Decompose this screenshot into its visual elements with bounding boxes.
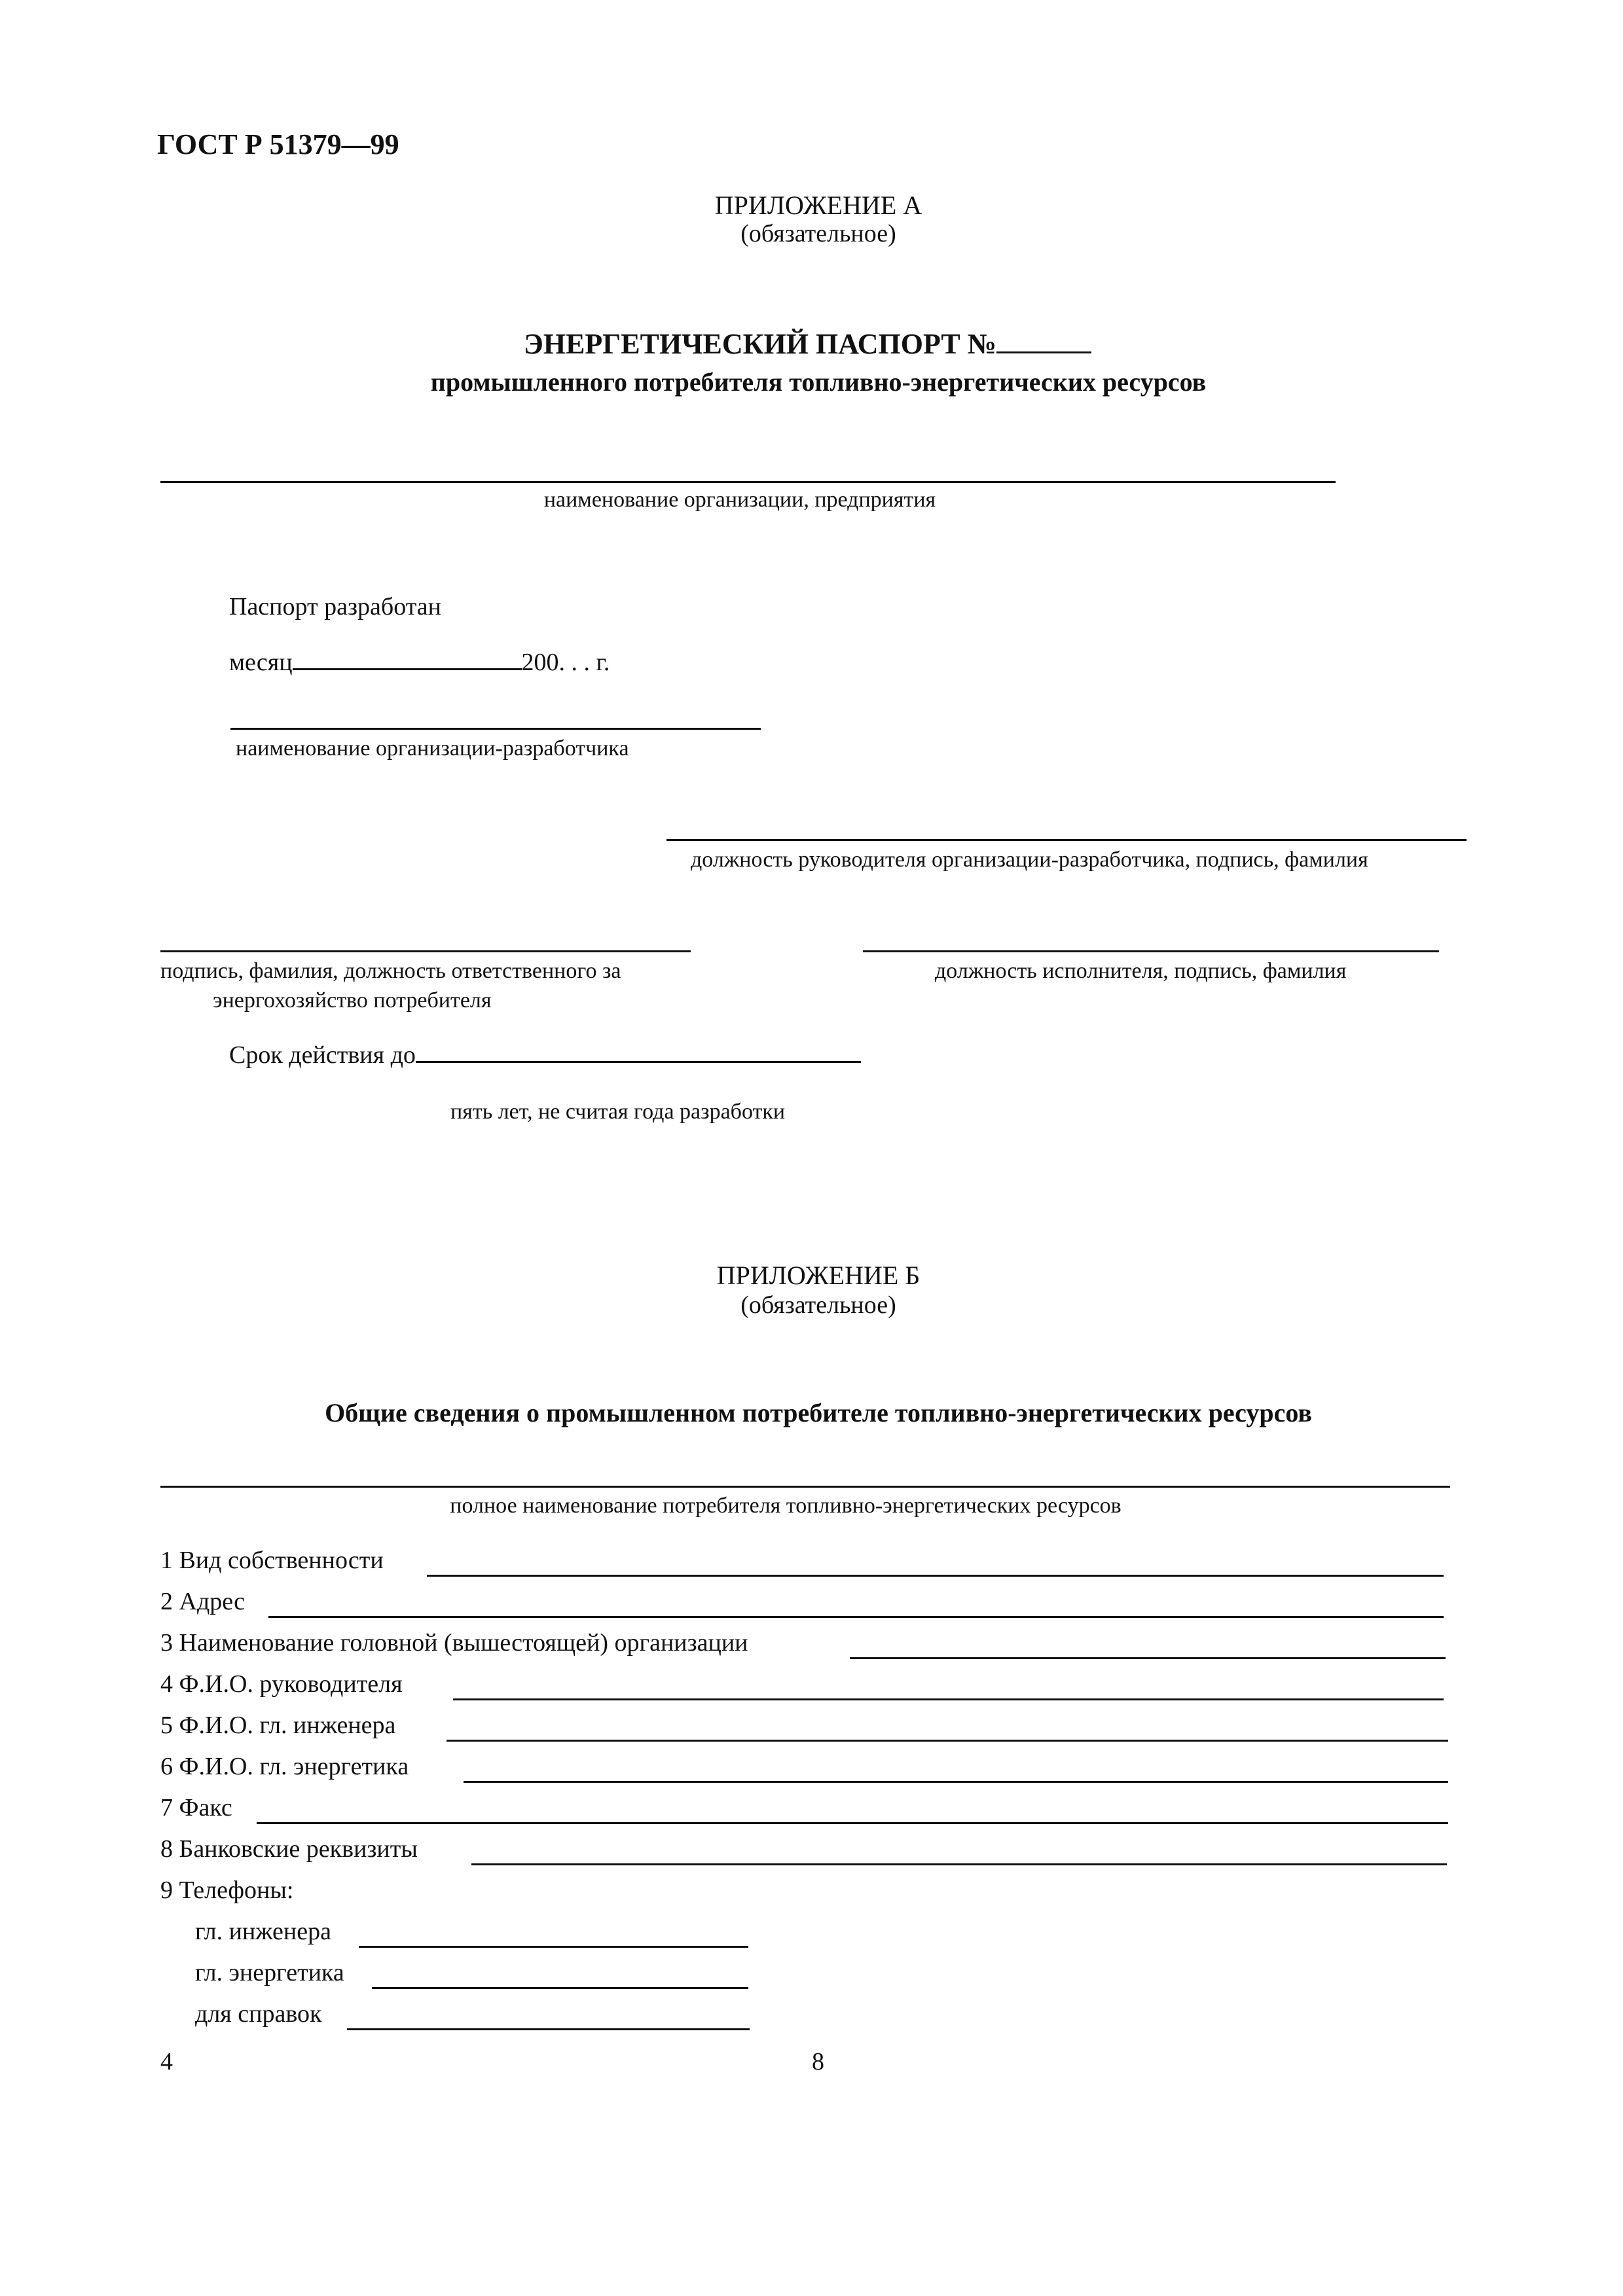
phone-chief-power-engineer-label: гл. энергетика — [195, 1959, 344, 1986]
annex-b-title: ПРИЛОЖЕНИЕ Б — [716, 1261, 921, 1290]
director-name-field[interactable] — [453, 1698, 1444, 1700]
page-number-center: 8 — [812, 2048, 824, 2075]
phone-inquiries-field[interactable] — [347, 2028, 750, 2030]
responsible-signature-field[interactable] — [160, 950, 691, 952]
phone-chief-engineer-label: гл. инженера — [195, 1918, 331, 1945]
developer-caption: наименование организации-разработчика — [236, 736, 629, 761]
executor-signature-field[interactable] — [863, 950, 1439, 952]
responsible-caption-line2: энергохозяйство потребителя — [213, 988, 492, 1013]
head-caption: должность руководителя организации-разработчика, подпись, фамилия — [691, 848, 1368, 872]
validity-row: Срок действия до — [229, 1041, 861, 1069]
list-item: 4 Ф.И.О. руководителя — [160, 1670, 403, 1698]
list-item: 7 Факс — [160, 1794, 232, 1821]
document-code: ГОСТ Р 51379—99 — [157, 128, 399, 160]
consumer-caption: полное наименование потребителя топливно-энергетических ресурсов — [450, 1494, 1122, 1518]
list-item: 5 Ф.И.О. гл. инженера — [160, 1712, 396, 1739]
passport-number-field[interactable] — [996, 351, 1091, 353]
annex-a-status: (обязательное) — [740, 220, 896, 247]
annex-b-heading: Общие сведения о промышленном потребителе топливно-энергетических ресурсов — [325, 1398, 1312, 1427]
page-number-left: 4 — [160, 2048, 173, 2075]
consumer-name-field[interactable] — [160, 1486, 1450, 1488]
bank-details-field[interactable] — [471, 1863, 1447, 1865]
responsible-caption-line1: подпись, фамилия, должность ответственного за — [160, 959, 621, 983]
validity-caption: пять лет, не считая года разработки — [450, 1100, 786, 1124]
list-item: 6 Ф.И.О. гл. энергетика — [160, 1753, 409, 1780]
passport-subtitle: промышленного потребителя топливно-энергетических ресурсов — [430, 367, 1207, 397]
month-field[interactable] — [293, 668, 522, 670]
ownership-field[interactable] — [427, 1575, 1444, 1577]
annex-a-title: ПРИЛОЖЕНИЕ А — [714, 190, 922, 220]
list-item: 9 Телефоны: — [160, 1876, 294, 1904]
list-item: 8 Банковские реквизиты — [160, 1835, 418, 1863]
list-item: 1 Вид собственности — [160, 1547, 384, 1574]
head-signature-field[interactable] — [666, 839, 1467, 841]
chief-power-engineer-name-field[interactable] — [464, 1781, 1448, 1783]
developer-name-field[interactable] — [230, 728, 761, 730]
annex-b-status: (обязательное) — [740, 1291, 896, 1319]
fax-field[interactable] — [257, 1822, 1448, 1824]
validity-date-field[interactable] — [416, 1060, 861, 1063]
phone-chief-engineer-field[interactable] — [359, 1946, 748, 1948]
month-row: месяц 200. . . г. — [229, 649, 610, 676]
developed-label: Паспорт разработан — [229, 593, 441, 620]
phone-chief-power-engineer-field[interactable] — [372, 1987, 748, 1989]
org-name-caption: наименование организации, предприятия — [543, 488, 936, 512]
list-item: 2 Адрес — [160, 1588, 245, 1615]
address-field[interactable] — [268, 1616, 1444, 1618]
org-name-field[interactable] — [160, 481, 1336, 483]
executor-caption: должность исполнителя, подпись, фамилия — [935, 959, 1347, 983]
list-item: 3 Наименование головной (вышестоящей) организации — [160, 1629, 748, 1657]
phone-inquiries-label: для справок — [195, 2000, 322, 2028]
chief-engineer-name-field[interactable] — [447, 1740, 1448, 1742]
parent-org-field[interactable] — [850, 1657, 1446, 1659]
passport-title: ЭНЕРГЕТИЧЕСКИЙ ПАСПОРТ № — [524, 327, 1091, 361]
